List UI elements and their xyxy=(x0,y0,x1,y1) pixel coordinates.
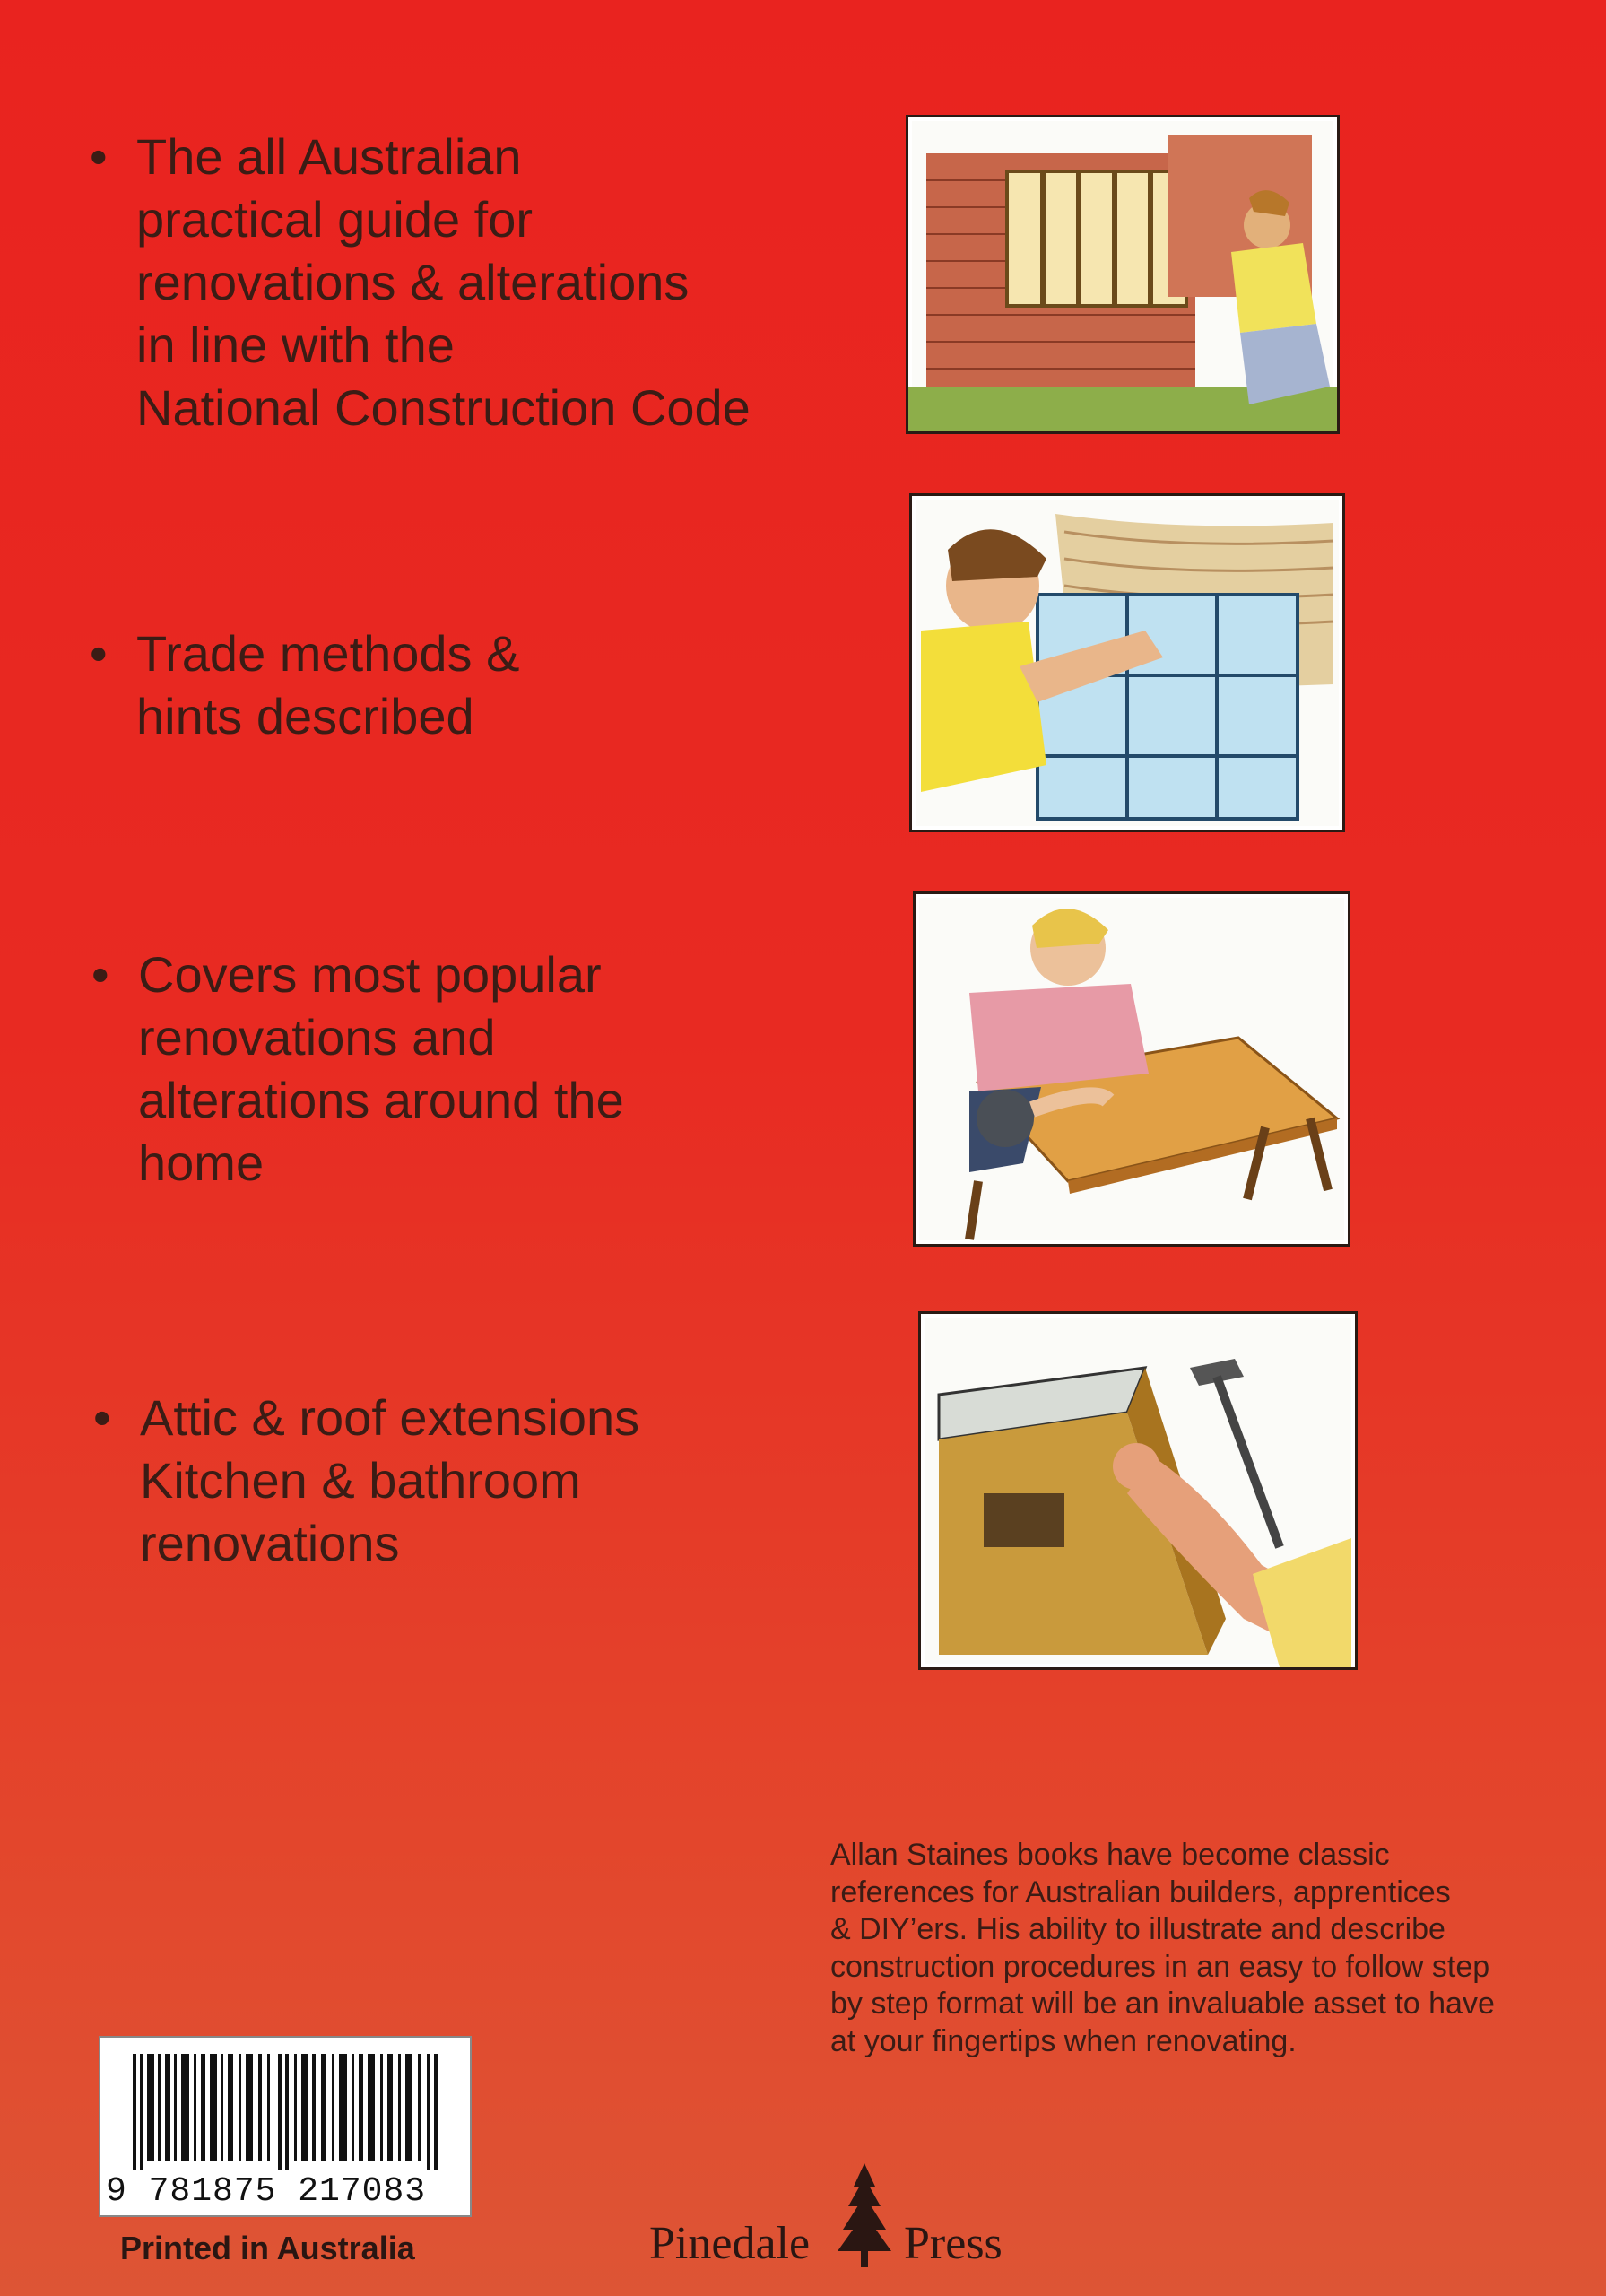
sawing-board-illustration xyxy=(913,891,1350,1247)
tiling-drawing xyxy=(912,496,1342,830)
bullet-dot: • xyxy=(90,625,108,682)
bullet-dot: • xyxy=(91,946,109,1003)
publisher-name-first: Pinedale xyxy=(649,2218,811,2269)
bullet-attic-kitchen: • Attic & roof extensions Kitchen & bathroom renovations xyxy=(140,1387,639,1575)
pine-tree-icon xyxy=(829,2161,900,2269)
roof-hammering-drawing xyxy=(921,1314,1355,1667)
isbn-number: 9 781875 217083 xyxy=(106,2172,427,2211)
barcode xyxy=(99,2036,472,2217)
publisher-name-second: Press xyxy=(904,2218,1003,2269)
bricklaying-drawing xyxy=(908,117,1337,431)
bullet-trade-methods: • Trade methods & hints described xyxy=(136,622,519,748)
bullet-dot: • xyxy=(93,1389,111,1446)
roof-hammering-illustration xyxy=(918,1311,1358,1670)
bullet-national-code: • The all Australian practical guide for renovations & alterations in line with the National Construction Code xyxy=(136,126,751,439)
barcode-bars xyxy=(133,2054,438,2170)
printed-in-australia: Printed in Australia xyxy=(120,2230,415,2266)
sawing-drawing xyxy=(916,894,1348,1244)
bullet-dot: • xyxy=(90,128,108,185)
author-blurb: Allan Staines books have become classic references for Australian builders, apprentices & DIY’ers. His ability to illustrate and describe construction procedures in an easy to follow step by step format will be an invaluable asset to have at your fingertips when renovating. xyxy=(830,1838,1495,2058)
bullet-popular-renovations: • Covers most popular renovations and alterations around the home xyxy=(138,944,624,1195)
tiling-illustration xyxy=(909,493,1345,832)
bricklaying-illustration xyxy=(906,115,1340,434)
publisher-logo xyxy=(649,2161,1026,2269)
